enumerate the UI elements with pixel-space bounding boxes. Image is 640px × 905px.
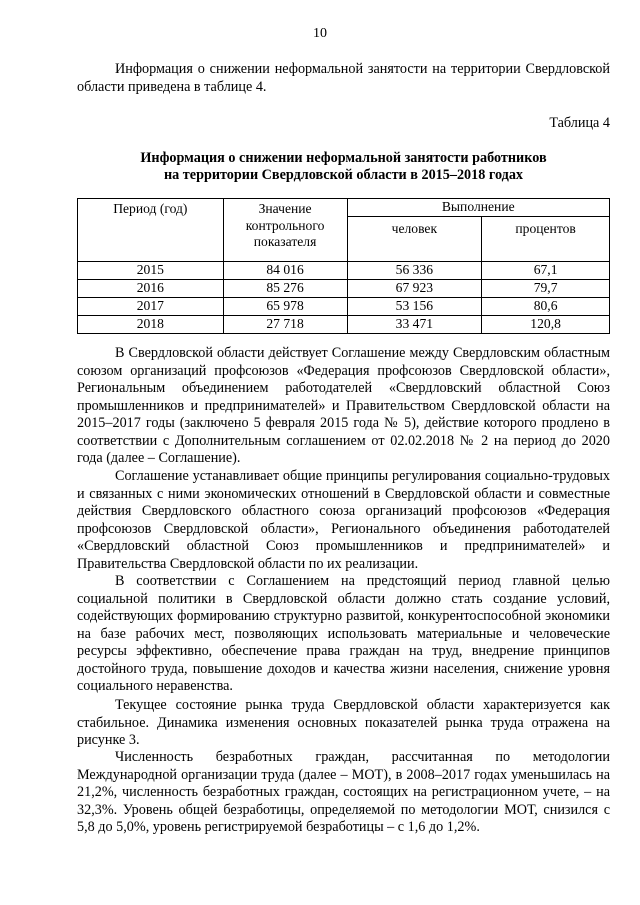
data-table [77,198,610,334]
cell-percent: 79,7 [482,280,610,298]
table-title-line-1: Информация о снижении неформальной занятости работников [140,150,547,166]
body-paragraph-4: Текущее состояние рынка труда Свердловской области характеризуется как стабильное. Динамика изменения основных показателей рынка труда отражена на рисунке 3. [77,697,610,748]
cell-year: 2016 [78,280,224,298]
header-control-value: Значение контрольного показателя [223,199,347,262]
table-row [78,298,610,316]
page-number: 10 [313,26,327,41]
cell-value: 65 978 [223,298,347,316]
header-execution: Выполнение [347,199,610,217]
cell-percent: 80,6 [482,298,610,316]
table-title-line-2: на территории Свердловской области в 2015–2018 годах [163,167,524,183]
body-paragraph-2: Соглашение устанавливает общие принципы регулирования социально-трудовых и связанных с ними экономических отношений в Свердловской области и совместные действия Свердловского областного союза организаций профсоюзов «Федерация профсоюзов Свердловской области», Регионального объединения работодателей «Свердловский областной Союз промышленников и предпринимателей» и Правительства Свердловской области по их реализации. [77,468,610,572]
cell-percent: 67,1 [482,262,610,280]
intro-paragraph: Информация о снижении неформальной занятости на территории Свердловской области приведена в таблице 4. [77,61,610,95]
cell-value: 27 718 [223,316,347,334]
header-people: человек [347,217,482,262]
table-row [78,316,610,334]
cell-value: 84 016 [223,262,347,280]
cell-people: 33 471 [347,316,482,334]
header-period: Период (год) [78,199,224,262]
body-paragraph-3: В соответствии с Соглашением на предстоящий период главной целью социальной политики в Свердловской области должно стать создание условий, содействующих формированию структурно развитой, конкурентоспособной экономики на базе рабочих мест, позволяющих использовать материальные и человеческие ресурсы эффективно, обеспечение права граждан на труд, внедрение принципов достойного труда, повышение доходов и качества жизни населения, снижение уровня социального неравенства. [77,573,610,694]
header-percent: процентов [482,217,610,262]
cell-year: 2017 [78,298,224,316]
cell-value: 85 276 [223,280,347,298]
cell-people: 56 336 [347,262,482,280]
body-paragraph-5: Численность безработных граждан, рассчитанная по методологии Международной организации труда (далее – МОТ), в 2008–2017 годах уменьшилась на 21,2%, численность безработных граждан, состоящих на регистрационном учете, – на 32,3%. Уровень общей безработицы, определяемой по методологии МОТ, снизился с 5,8 до 5,0%, уровень регистрируемой безработицы – с 1,6 до 1,2%. [77,749,610,835]
cell-percent: 120,8 [482,316,610,334]
body-paragraph-1: В Свердловской области действует Соглашение между Свердловским областным союзом организаций профсоюзов «Федерация профсоюзов Свердловской области», Региональным объединением работодателей «Свердловский областной Союз промышленников и предпринимателей» и Правительством Свердловской области на 2015–2017 годы (заключено 5 февраля 2015 года № 5), действие которого продлено в соответствии с Дополнительным соглашением от 02.02.2018 № 2 на период до 2020 года (далее – Соглашение). [77,345,610,466]
cell-people: 53 156 [347,298,482,316]
table-label: Таблица 4 [549,115,610,131]
cell-people: 67 923 [347,280,482,298]
cell-year: 2018 [78,316,224,334]
table-row [78,262,610,280]
table-title [77,150,610,184]
cell-year: 2015 [78,262,224,280]
table-row [78,280,610,298]
